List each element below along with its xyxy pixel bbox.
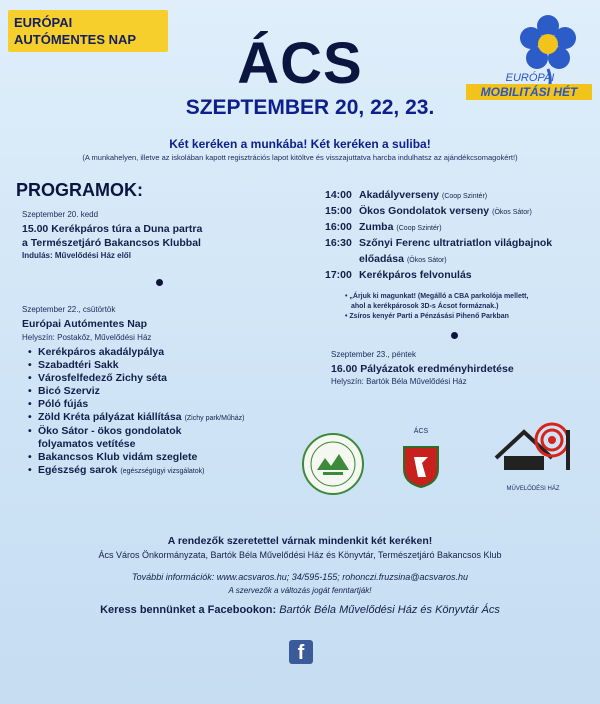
program-item-text: Bakancsos Klub vidám szeglete: [38, 451, 198, 463]
day2-program-item: [38, 464, 244, 478]
day2-program-item: [38, 438, 244, 451]
badge-line2: AUTÓMENTES NAP: [14, 32, 137, 47]
facebook-icon[interactable]: f: [289, 640, 313, 664]
separator-dot: [451, 332, 458, 339]
schedule-event: Zumba: [359, 221, 394, 233]
day2-date: Szeptember 22., csütörtök: [22, 305, 116, 314]
schedule-row: [325, 252, 595, 268]
club-seal-logo: [301, 432, 365, 496]
event-dates: SZEPTEMBER 20, 22, 23.: [185, 96, 435, 119]
badge-line1: EURÓPAI: [14, 15, 73, 30]
program-item-text: Póló fújás: [38, 398, 89, 410]
schedule-row: [325, 188, 595, 204]
schedule-time: 15:00: [325, 205, 352, 217]
museum-logo-label: MŰVELŐDÉSI HÁZ: [506, 486, 560, 492]
day2-venue: Helyszín: Postakőz, Művelődési Ház: [22, 333, 152, 342]
program-item-text: Bicó Szerviz: [38, 385, 100, 397]
acs-logo-label: ÁCS: [413, 428, 429, 435]
schedule-event: Szőnyi Ferenc ultratriatlon világbajnok: [359, 237, 553, 249]
day1-date: Szeptember 20. kedd: [22, 210, 99, 219]
schedule-event: Akadályverseny: [359, 189, 439, 201]
logo-bottom-text: MOBILITÁSI HÉT: [466, 84, 592, 100]
facebook-prefix: Keress bennünket a Facebookon:: [100, 604, 277, 616]
day3-venue: Helyszín: Bartók Béla Művelődési Ház: [331, 377, 467, 386]
program-item-location: (egészségügyi vizsgálatok): [120, 468, 205, 475]
day2-program-item: [38, 451, 244, 464]
day2-program-item: [38, 398, 244, 411]
extras-block: [345, 292, 528, 322]
contact-info: További információk: www.acsvaros.hu; 34/595-155; rohonczi.fruzsina@acsvaros.hu: [132, 572, 468, 582]
program-item-text: Öko Sátor - ökos gondolatok: [38, 425, 182, 437]
extra-line1: • „Árjuk ki magunkat! (Megálló a CBA parkolója mellett,: [345, 293, 529, 300]
day2-program-item: [38, 411, 244, 425]
day2-program-item: [38, 425, 244, 438]
schedule-location: (Coop Szintér): [441, 193, 488, 200]
schedule-time: 14:00: [325, 189, 352, 201]
schedule-time: 16:30: [325, 237, 352, 249]
day1-block: [22, 222, 202, 250]
day1-start: Indulás: Művelődési Ház elől: [22, 251, 131, 260]
organizers-text: Ács Város Önkormányzata, Bartók Béla Művelődési Ház és Könyvtár, Természetjáró Bakancsos Klub: [98, 550, 502, 560]
day2-program-item: [38, 385, 244, 398]
schedule-location: (Coop Szintér): [396, 225, 442, 232]
day2-program-item: [38, 372, 244, 385]
logo-top-text: EURÓPAI: [505, 72, 555, 84]
program-item-text: Szabadtéri Sakk: [38, 359, 119, 371]
day2-program-item: [38, 346, 244, 359]
schedule-event: Kerékpáros felvonulás: [359, 269, 472, 281]
day1-line2: a Természetjáró Bakancsos Klubbal: [22, 237, 201, 249]
acs-coat-of-arms-logo: [398, 437, 444, 489]
day2-program-list: [28, 346, 244, 478]
facebook-line: [0, 604, 600, 616]
page-title: ÁCS: [237, 31, 363, 96]
day2-program-item: [38, 359, 244, 372]
day3-event: 16.00 Pályázatok eredményhirdetése: [331, 363, 514, 375]
programs-heading: PROGRAMOK:: [16, 180, 143, 200]
schedule-location: (Ökos Sátor): [406, 257, 447, 264]
schedule-list: [325, 188, 595, 284]
program-item-text: folyamatos vetítése: [38, 438, 136, 450]
rights-note: A szervezők a változás jogát fenntartják!: [228, 586, 372, 595]
extra-line3: • Zsíros kenyér Parti a Pénzásási Pihenő Parkban: [345, 313, 509, 320]
slogan: Két keréken a munkába! Két keréken a suliba!: [169, 137, 431, 151]
program-item-text: Zöld Kréta pályázat kiállítása: [38, 411, 182, 423]
schedule-location: (Ökos Sátor): [492, 209, 532, 216]
schedule-row: [325, 220, 595, 236]
day3-date: Szeptember 23., péntek: [331, 350, 416, 359]
schedule-time: 17:00: [325, 269, 352, 281]
schedule-row: [325, 268, 595, 284]
registration-note: (A munkahelyen, illetve az iskolában kapott regisztrációs lapot kitöltve és visszajuttatva harcba indulhatsz az ajándékcsomagokért!): [82, 153, 518, 162]
schedule-event: előadása: [359, 253, 404, 265]
schedule-row: [325, 236, 595, 252]
extra-line2: ahol a kerékpárosok 3D-s Ácsot formáznak.): [351, 303, 499, 310]
schedule-row: [325, 204, 595, 220]
program-item-text: Egészség sarok: [38, 464, 118, 476]
schedule-event: Ökos Gondolatok verseny: [359, 205, 490, 217]
program-item-text: Kerékpáros akadálypálya: [38, 346, 165, 358]
program-item-location: (Zichy park/Műház): [184, 415, 245, 422]
welcome-text: A rendezők szeretettel várnak mindenkit két keréken!: [167, 535, 433, 547]
program-item-text: Városfelfedező Zichy séta: [38, 372, 167, 384]
separator-dot: [156, 279, 163, 286]
schedule-time: [325, 252, 355, 268]
day2-event: Európai Autómentes Nap: [22, 318, 148, 330]
facebook-page-name: Bartók Béla Művelődési Ház és Könyvtár Ács: [279, 604, 500, 616]
day1-line1: 15.00 Kerékpáros túra a Duna partra: [22, 223, 203, 235]
bartok-house-logo: [492, 418, 574, 484]
schedule-time: 16:00: [325, 221, 352, 233]
